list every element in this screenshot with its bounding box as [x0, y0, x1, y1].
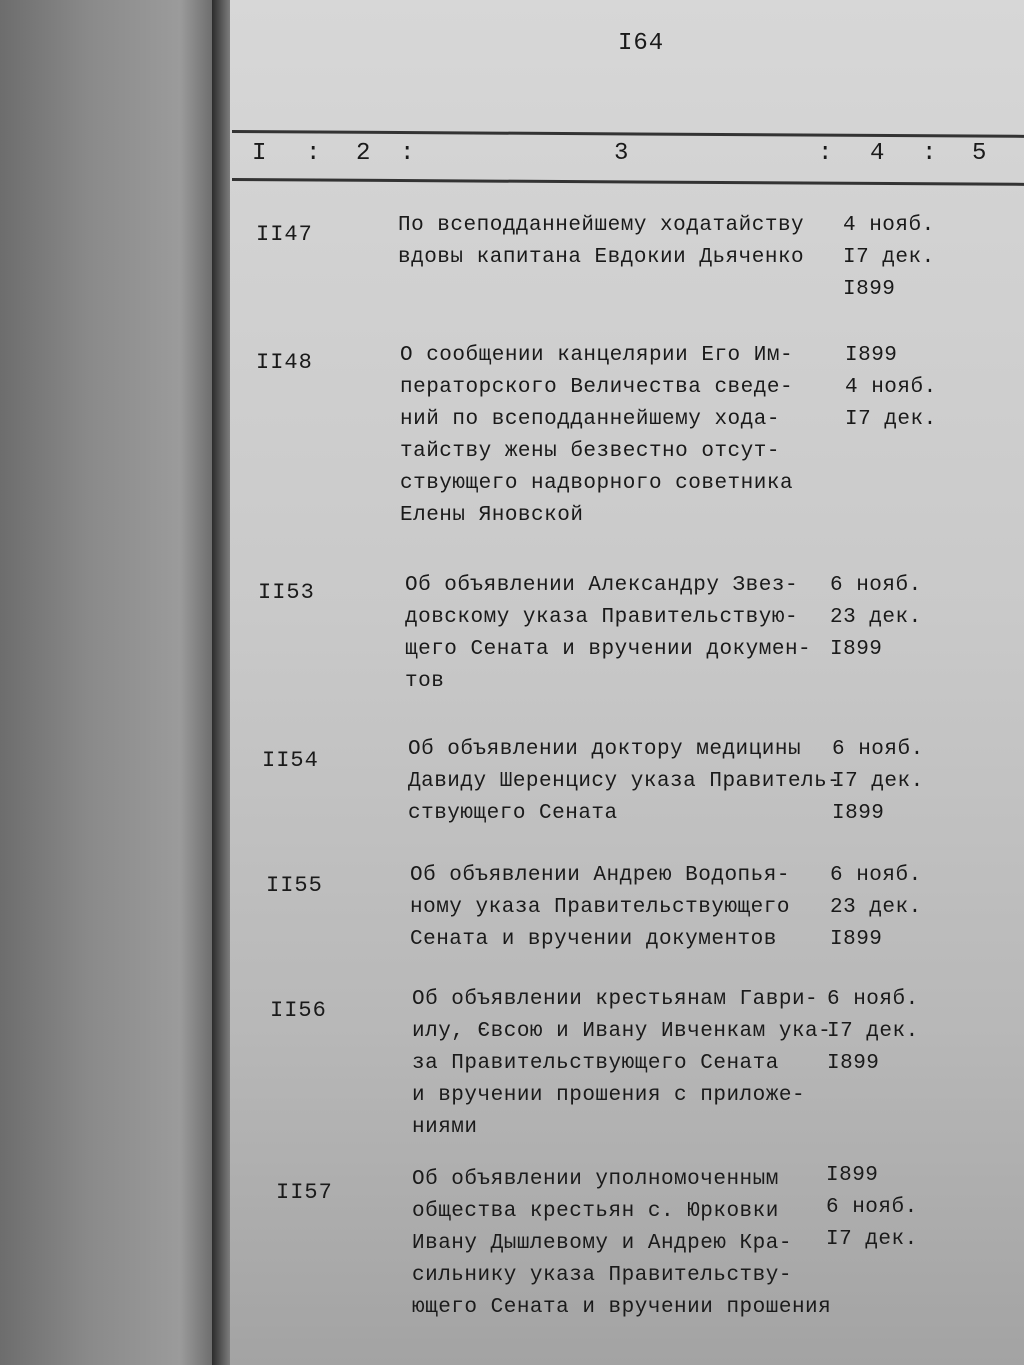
page-number: I64	[618, 30, 665, 57]
entry-description: Об объявлении Андрею Водопья- ному указа Правительствующего Сената и вручении документов	[410, 864, 790, 951]
entry-dates: I899 4 нояб. I7 дек.	[845, 344, 937, 431]
entry-dates: 6 нояб. 23 дек. I899	[830, 574, 922, 661]
column-header-3: 3	[614, 140, 629, 167]
column-header-1: I	[252, 140, 267, 167]
entry-dates: 6 нояб. I7 дек. I899	[832, 738, 924, 825]
entry-description: Об объявлении уполномоченным общества крестьян с. Юрковки Ивану Дышлевому и Андрею Кра- сильнику указа Правительству- ющего Сената и вручении прошения	[412, 1168, 832, 1319]
entry-number: II54	[262, 748, 319, 773]
entry-dates: 6 нояб. I7 дек. I899	[827, 988, 919, 1075]
entry-description: Об объявлении крестьянам Гаври- илу, Євсою и Ивану Ивченкам ука- за Правительствующего Сената и вручении прошения с приложе- ниями	[412, 988, 832, 1139]
entry-number: II53	[258, 580, 315, 605]
entry-description: По всеподданнейшему ходатайству вдовы капитана Евдокии Дьяченко	[398, 214, 805, 269]
left-page	[0, 0, 225, 1365]
entry-description: Об объявлении доктору медицины Давиду Шеренцису указа Правитель- ствующего Сената	[408, 738, 841, 825]
column-separator: :	[818, 140, 833, 167]
entry-number: II55	[266, 873, 323, 898]
column-header-5: 5	[972, 140, 987, 167]
entry-dates: I899 6 нояб. I7 дек.	[826, 1164, 918, 1251]
column-header-2: 2	[356, 140, 371, 167]
column-header-4: 4	[870, 140, 885, 167]
entry-dates: 6 нояб. 23 дек. I899	[830, 864, 922, 951]
entry-description: О сообщении канцелярии Его Им- ператорского Величества сведе- ний по всеподданнейшему хода- тайству жены безвестно отсут- ствующего надворного советника Елены Яновской	[400, 344, 794, 527]
entry-description: Об объявлении Александру Звез- довскому указа Правительствую- щего Сената и вручении докумен- тов	[405, 574, 812, 693]
column-separator: :	[922, 140, 937, 167]
entry-number: II47	[256, 222, 313, 247]
column-separator: :	[400, 140, 415, 167]
entry-number: II48	[256, 350, 313, 375]
column-separator: :	[306, 140, 321, 167]
entry-number: II57	[276, 1180, 333, 1205]
entry-dates: 4 нояб. I7 дек. I899	[843, 214, 935, 301]
entry-number: II56	[270, 998, 327, 1023]
